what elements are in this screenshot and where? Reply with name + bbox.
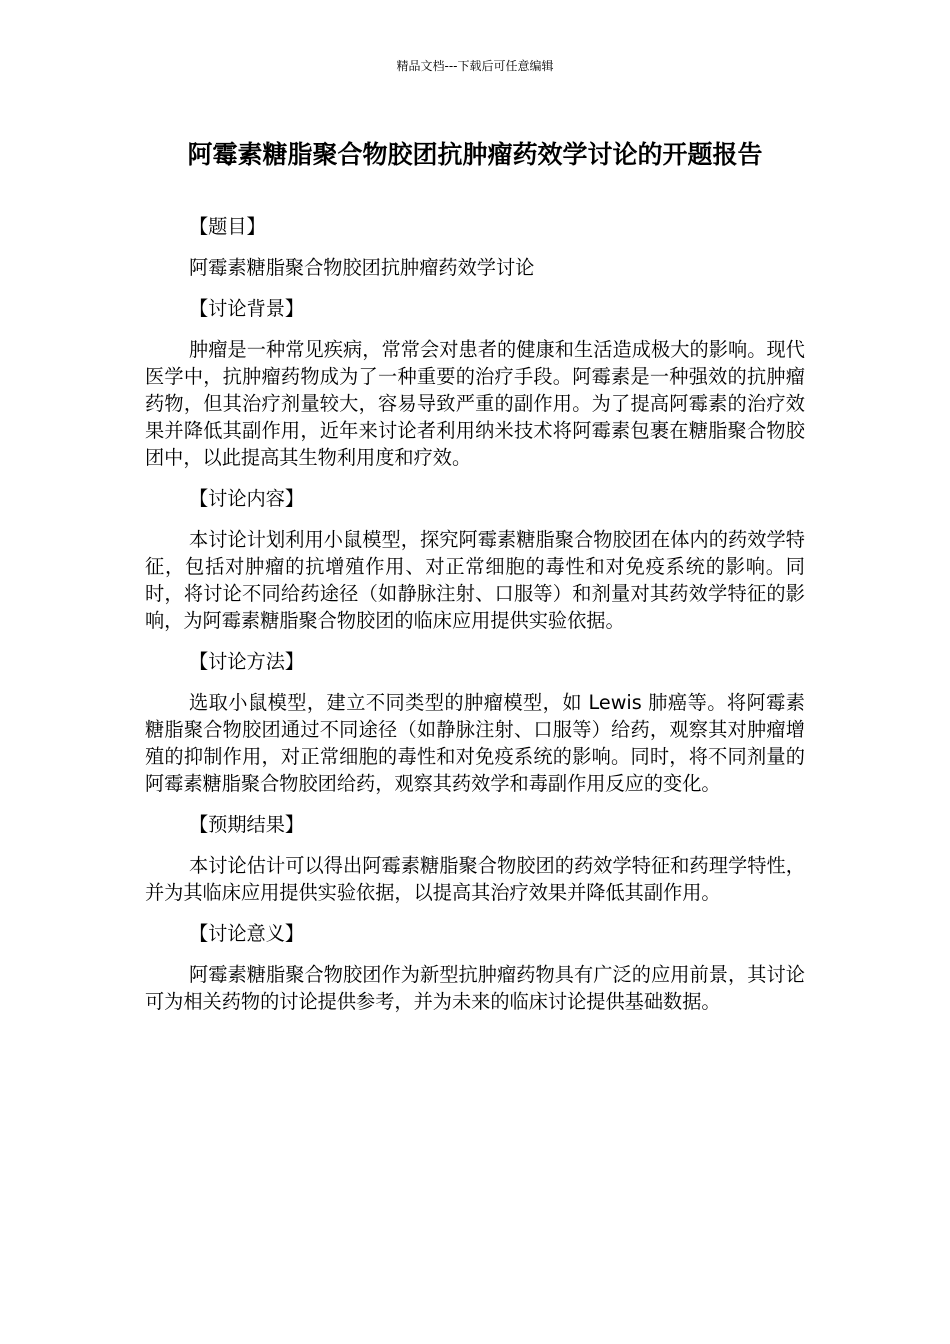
section-heading-content: 【讨论内容】 — [189, 487, 305, 510]
section-text-topic: 阿霉素糖脂聚合物胶团抗肿瘤药效学讨论 — [189, 256, 535, 279]
section-heading-significance: 【讨论意义】 — [189, 922, 305, 945]
section-heading-expected-results: 【预期结果】 — [189, 813, 305, 836]
section-text-expected-results: 本讨论估计可以得出阿霉素糖脂聚合物胶团的药效学特征和药理学特性，并为其临床应用提供实验依据，以提高其治疗效果并降低其副作用。 — [145, 854, 805, 904]
document-body — [145, 213, 805, 1029]
section-heading-background: 【讨论背景】 — [189, 297, 305, 320]
section-text-significance: 阿霉素糖脂聚合物胶团作为新型抗肿瘤药物具有广泛的应用前景，其讨论可为相关药物的讨论提供参考，并为未来的临床讨论提供基础数据。 — [145, 963, 805, 1013]
section-text-content: 本讨论计划利用小鼠模型，探究阿霉素糖脂聚合物胶团在体内的药效学特征，包括对肿瘤的抗增殖作用、对正常细胞的毒性和对免疫系统的影响。同时，将讨论不同给药途径（如静脉注射、口服等）和剂量对其药效学特征的影响，为阿霉素糖脂聚合物胶团的临床应用提供实验依据。 — [145, 528, 805, 632]
section-text-background: 肿瘤是一种常见疾病，常常会对患者的健康和生活造成极大的影响。现代医学中，抗肿瘤药物成为了一种重要的治疗手段。阿霉素是一种强效的抗肿瘤药物，但其治疗剂量较大，容易导致严重的副作用。为了提高阿霉素的治疗效果并降低其副作用，近年来讨论者利用纳米技术将阿霉素包裹在糖脂聚合物胶团中，以此提高其生物利用度和疗效。 — [145, 338, 805, 469]
section-heading-method: 【讨论方法】 — [189, 650, 305, 673]
section-heading-topic: 【题目】 — [189, 215, 266, 238]
document-title: 阿霉素糖脂聚合物胶团抗肿瘤药效学讨论的开题报告 — [187, 140, 763, 169]
header-note: 精品文档---下载后可任意编辑 — [396, 59, 554, 73]
section-text-method: 选取小鼠模型，建立不同类型的肿瘤模型，如 Lewis 肺癌等。将阿霉素糖脂聚合物胶团通过不同途径（如静脉注射、口服等）给药，观察其对肿瘤增殖的抑制作用，对正常细胞的毒性和对免疫系统的影响。同时，将不同剂量的阿霉素糖脂聚合物胶团给药，观察其药效学和毒副作用反应的变化。 — [145, 691, 805, 795]
